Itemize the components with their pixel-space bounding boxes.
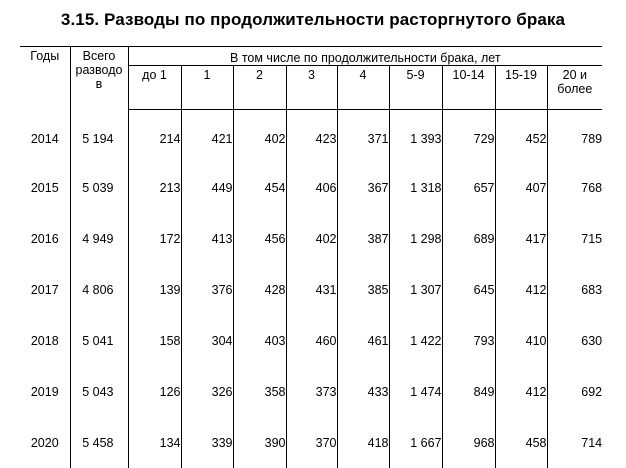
row-value: 968 [442,417,495,468]
row-value: 428 [233,264,286,315]
row-total: 5 043 [70,366,128,417]
row-value: 458 [495,417,547,468]
row-value: 454 [233,162,286,213]
row-year: 2015 [20,162,70,213]
row-value: 371 [337,110,389,163]
row-value: 387 [337,213,389,264]
row-value: 213 [128,162,181,213]
header-duration-last [547,66,602,110]
header-years: Годы [20,47,70,110]
header-duration: 3 [286,66,337,110]
page-title: 3.15. Разводы по продолжительности расторгнутого брака [0,10,626,30]
row-value: 370 [286,417,337,468]
header-duration: 1 [181,66,233,110]
header-total-line: Всего [83,49,116,63]
row-year: 2014 [20,110,70,163]
table-row [20,213,602,264]
row-value: 1 474 [389,366,442,417]
header-total [70,47,128,110]
row-total: 5 041 [70,315,128,366]
row-value: 630 [547,315,602,366]
row-value: 406 [286,162,337,213]
header-duration: 5-9 [389,66,442,110]
row-value: 449 [181,162,233,213]
row-year: 2020 [20,417,70,468]
row-year: 2017 [20,264,70,315]
table-row [20,417,602,468]
row-total: 5 039 [70,162,128,213]
row-value: 214 [128,110,181,163]
row-value: 849 [442,366,495,417]
row-value: 385 [337,264,389,315]
row-year: 2019 [20,366,70,417]
header-duration-span: В том числе по продолжительности брака, лет [128,47,602,66]
row-value: 1 298 [389,213,442,264]
row-value: 172 [128,213,181,264]
row-value: 417 [495,213,547,264]
row-total: 5 194 [70,110,128,163]
header-total-line: разводо [76,63,123,77]
row-year: 2018 [20,315,70,366]
row-value: 657 [442,162,495,213]
header-duration: до 1 [128,66,181,110]
row-value: 768 [547,162,602,213]
row-value: 373 [286,366,337,417]
row-value: 433 [337,366,389,417]
row-value: 358 [233,366,286,417]
divorces-table [20,46,602,468]
row-value: 689 [442,213,495,264]
row-value: 683 [547,264,602,315]
table-row [20,162,602,213]
row-value: 134 [128,417,181,468]
row-value: 714 [547,417,602,468]
table-header [20,47,602,110]
row-value: 729 [442,110,495,163]
table-row [20,264,602,315]
row-value: 402 [286,213,337,264]
row-value: 1 307 [389,264,442,315]
row-value: 421 [181,110,233,163]
row-value: 645 [442,264,495,315]
table-body [20,110,602,468]
row-value: 692 [547,366,602,417]
row-value: 126 [128,366,181,417]
row-value: 418 [337,417,389,468]
row-value: 1 422 [389,315,442,366]
header-row-top [20,47,602,66]
row-total: 5 458 [70,417,128,468]
row-total: 4 806 [70,264,128,315]
row-value: 452 [495,110,547,163]
header-duration: 10-14 [442,66,495,110]
table-row [20,110,602,163]
row-value: 367 [337,162,389,213]
row-year: 2016 [20,213,70,264]
row-value: 789 [547,110,602,163]
header-duration: 2 [233,66,286,110]
header-duration-line: более [557,82,592,96]
row-value: 326 [181,366,233,417]
row-value: 423 [286,110,337,163]
row-value: 407 [495,162,547,213]
header-duration: 4 [337,66,389,110]
header-duration: 15-19 [495,66,547,110]
row-total: 4 949 [70,213,128,264]
row-value: 1 318 [389,162,442,213]
row-value: 410 [495,315,547,366]
row-value: 139 [128,264,181,315]
header-duration-line: 20 и [563,68,587,82]
row-value: 376 [181,264,233,315]
row-value: 158 [128,315,181,366]
row-value: 431 [286,264,337,315]
row-value: 793 [442,315,495,366]
row-value: 339 [181,417,233,468]
row-value: 715 [547,213,602,264]
row-value: 1 393 [389,110,442,163]
row-value: 412 [495,264,547,315]
row-value: 304 [181,315,233,366]
table-row [20,315,602,366]
row-value: 456 [233,213,286,264]
row-value: 413 [181,213,233,264]
row-value: 1 667 [389,417,442,468]
row-value: 412 [495,366,547,417]
row-value: 402 [233,110,286,163]
row-value: 390 [233,417,286,468]
row-value: 460 [286,315,337,366]
table-row [20,366,602,417]
row-value: 403 [233,315,286,366]
header-total-line: в [96,77,103,91]
row-value: 461 [337,315,389,366]
